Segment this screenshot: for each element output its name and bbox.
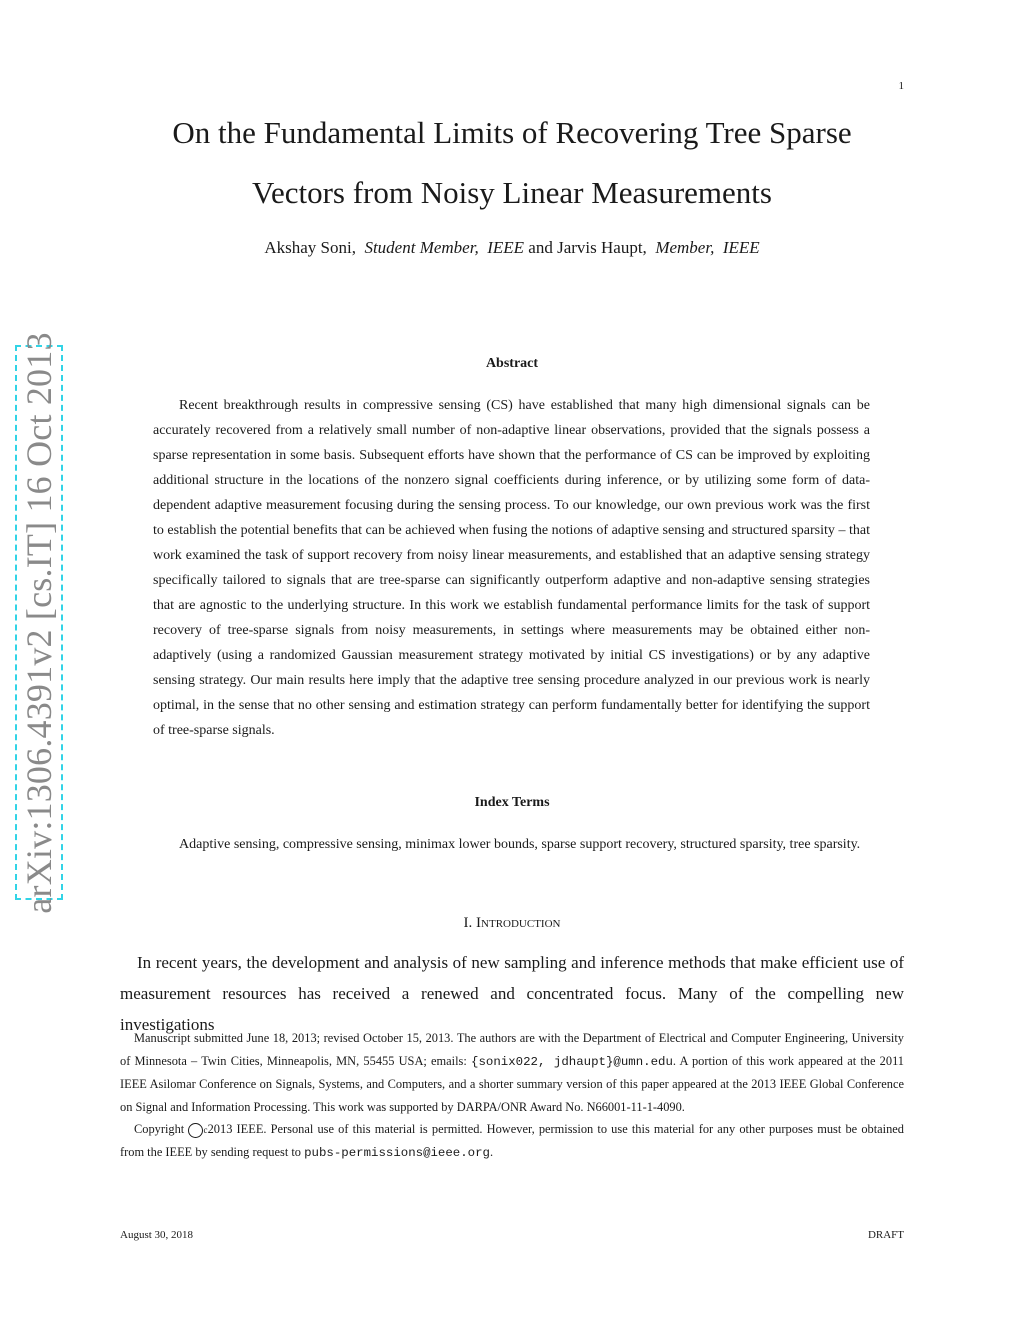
footer-date: August 30, 2018 [120, 1229, 194, 1241]
copyright-text: 2013 IEEE. Personal use of this material is permitted. However, permission to use this material for any other purposes must be obtained from the IEEE by sending request to [120, 1122, 904, 1159]
section-title: Introduction [476, 915, 561, 931]
permissions-email[interactable]: pubs-permissions@ieee.org [304, 1145, 490, 1160]
title-line-1: On the Fundamental Limits of Recovering Tree Sparse [172, 115, 852, 150]
author-2-name: Jarvis Haupt, [557, 238, 647, 257]
author-1-role: Student Member, [364, 238, 479, 257]
introduction-text: In recent years, the development and analysis of new sampling and inference methods that make efficient use of measurement resources has received a renewed and concentrated focus. Many of the compelling new investigations [120, 953, 904, 1034]
author-1-org: IEEE [487, 238, 525, 257]
footnote-paragraph-1 [120, 1027, 904, 1118]
abstract-heading: Abstract [485, 356, 539, 371]
author-list [0, 238, 1024, 258]
abstract-text: Recent breakthrough results in compressive sensing (CS) have established that many high dimensional signals can be accurately recovered from a relatively small number of non-adaptive linear observations, provided that the signals possess a sparse representation in some basis. Subsequent efforts have shown that the performance of CS can be improved by exploiting additional structure in the locations of the nonzero signal coefficients during inference, or by utilizing some form of data-dependent adaptive measurement focusing during the sensing process. To our knowledge, our own previous work was the first to establish the potential benefits that can be achieved when fusing the notions of adaptive sensing and structured sparsity – that work examined the task of support recovery from noisy linear measurements, and established that an adaptive sensing strategy specifically tailored to signals that are tree-sparse can significantly outperform adaptive and non-adaptive sensing strategies that are agnostic to the underlying structure. In this work we establish fundamental performance limits for the task of support recovery of tree-sparse signals from noisy measurements, in settings where measurements may be obtained either non-adaptively (using a randomized Gaussian measurement strategy motivated by initial CS investigations) or by any adaptive sensing strategy. Our main results here imply that the adaptive tree sensing procedure analyzed in our previous work is nearly optimal, in the sense that no other sensing and estimation strategy can perform fundamentally better for identifying the support of tree-sparse signals. [153, 398, 870, 738]
footnote-paragraph-2 [120, 1118, 904, 1164]
author-2-role: Member, [655, 238, 715, 257]
index-terms-heading: Index Terms [474, 795, 550, 810]
author-emails[interactable]: {sonix022, jdhaupt}@umn.edu [471, 1054, 673, 1069]
section-numeral: I. [463, 915, 473, 931]
arxiv-stamp [15, 331, 63, 914]
title-line-2: Vectors from Noisy Linear Measurements [252, 175, 772, 210]
index-terms-text: Adaptive sensing, compressive sensing, minimax lower bounds, sparse support recovery, structured sparsity, tree sparsity. [179, 837, 861, 852]
arxiv-identifier: arXiv:1306.4391v2 [cs.IT] 16 Oct 2013 [19, 331, 59, 914]
paper-title [0, 103, 1024, 223]
copyright-end: . [489, 1144, 494, 1159]
section-heading-introduction [0, 915, 1024, 932]
footer-draft-label: DRAFT [867, 1229, 904, 1241]
copyright-icon: c [188, 1123, 203, 1138]
author-1-name: Akshay Soni, [264, 238, 356, 257]
footnote-support-text: . A portion of this work appeared at the 2011 IEEE Asilomar Conference on Signals, Systems, and Computers, and a shorter summary version of this paper appeared at the 2013 IEEE Global Conference on Signal and Information Processing. This work was supported by DARPA/ONR Award No. N66001-11-1-4090. [120, 1053, 904, 1114]
author-2-org: IEEE [722, 238, 760, 257]
author-connector: and [528, 238, 553, 257]
footnote [120, 1027, 904, 1164]
copyright-word: Copyright [134, 1122, 185, 1136]
footnote-manuscript-text: Manuscript submitted June 18, 2013; revised October 15, 2013. The authors are with the Department of Electrical and Computer Engineering, University of Minnesota – Twin Cities, Minneapolis, MN, 55455 USA; emails: [120, 1031, 904, 1068]
page-number: 1 [898, 80, 904, 92]
